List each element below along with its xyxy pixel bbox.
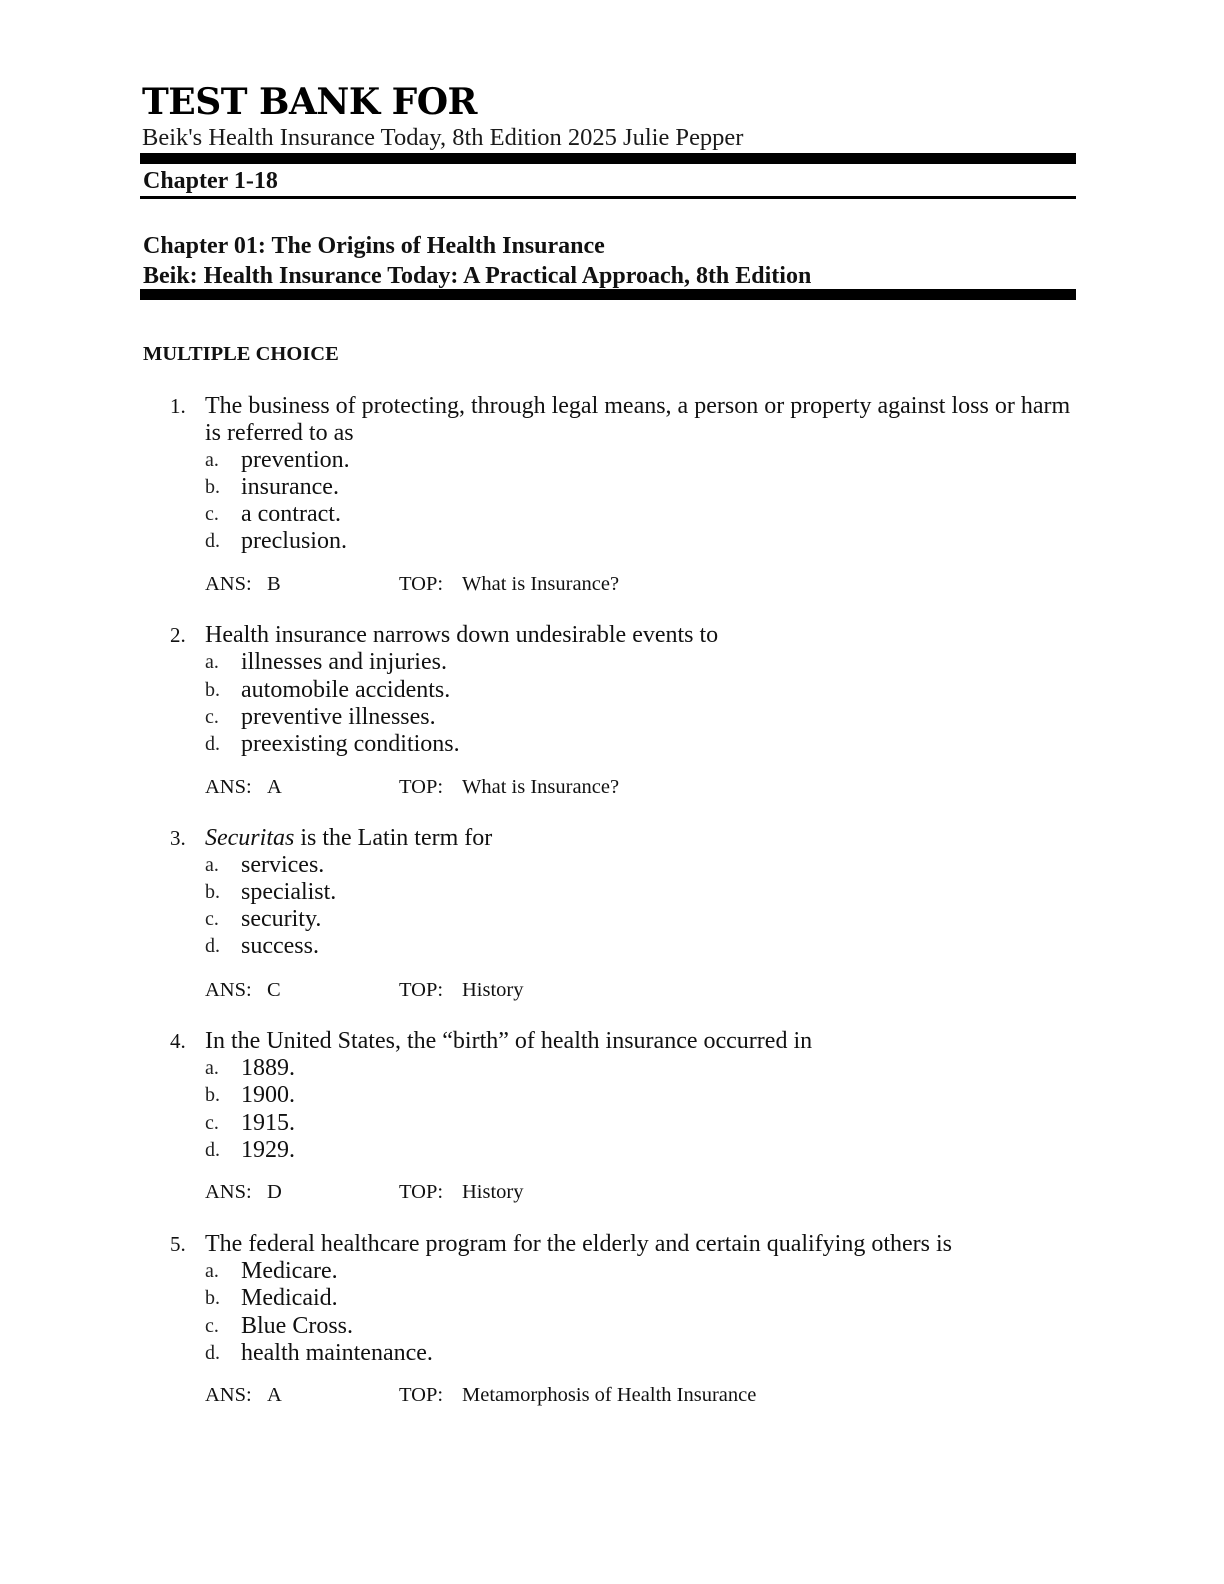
choice-text: automobile accidents. <box>241 677 451 703</box>
question-stem <box>205 825 1075 852</box>
banner-subtitle: Beik's Health Insurance Today, 8th Edition 2025 Julie Pepper <box>142 124 744 151</box>
choice-letter: b. <box>205 1084 220 1106</box>
choice-a <box>0 1258 1224 1285</box>
choice-letter: b. <box>205 881 220 903</box>
choice-text: illnesses and injuries. <box>241 649 447 675</box>
choice-b <box>0 1082 1224 1109</box>
topic-label: TOP: <box>399 573 444 595</box>
answer-value: B <box>267 573 281 595</box>
question-stem-rest: is the Latin term for <box>294 825 493 851</box>
topic-value: What is Insurance? <box>462 573 620 595</box>
answer-label: ANS: <box>205 573 252 595</box>
choice-d <box>0 1137 1224 1164</box>
answer-label: ANS: <box>205 1384 252 1406</box>
choice-letter: c. <box>205 908 219 930</box>
choice-b <box>0 879 1224 906</box>
banner-title: TEST BANK FOR <box>142 81 477 123</box>
choice-text: health maintenance. <box>241 1340 433 1366</box>
question-stem <box>205 393 1075 447</box>
choice-letter: c. <box>205 1112 219 1134</box>
topic-value: History <box>462 979 524 1001</box>
choice-text: preventive illnesses. <box>241 704 436 730</box>
answer-label: ANS: <box>205 979 252 1001</box>
choice-a <box>0 852 1224 879</box>
question-number: 2. <box>170 623 186 647</box>
choice-letter: a. <box>205 854 219 876</box>
topic-value: Metamorphosis of Health Insurance <box>462 1384 757 1406</box>
choice-d <box>0 731 1224 758</box>
choice-text: Medicare. <box>241 1258 338 1284</box>
choice-letter: d. <box>205 1139 220 1161</box>
choice-letter: b. <box>205 1287 220 1309</box>
topic-label: TOP: <box>399 1384 444 1406</box>
choice-text: success. <box>241 933 319 959</box>
choice-b <box>0 677 1224 704</box>
choice-letter: b. <box>205 476 220 498</box>
choice-text: 1915. <box>241 1110 295 1136</box>
choice-text: Medicaid. <box>241 1285 338 1311</box>
choice-c <box>0 704 1224 731</box>
question-stem-line: The business of protecting, through legal means, a person or property against loss or harm <box>205 393 1071 419</box>
choice-letter: a. <box>205 651 219 673</box>
answer-value: D <box>267 1181 282 1203</box>
topic-label: TOP: <box>399 1181 444 1203</box>
choice-text: 1889. <box>241 1055 295 1081</box>
choice-text: Blue Cross. <box>241 1313 354 1339</box>
choice-text: preexisting conditions. <box>241 731 460 757</box>
topic-label: TOP: <box>399 776 444 798</box>
divider-thick-bottom <box>140 289 1076 300</box>
latin-term: Securitas <box>205 825 295 851</box>
choice-text: services. <box>241 852 325 878</box>
question-stem: Health insurance narrows down undesirable events to <box>205 622 719 648</box>
answer-topic-row <box>0 774 1224 800</box>
choice-letter: d. <box>205 530 220 552</box>
answer-value: A <box>267 776 282 798</box>
question-stem: In the United States, the “birth” of health insurance occurred in <box>205 1028 813 1054</box>
book-title: Beik: Health Insurance Today: A Practical Approach, 8th Edition <box>143 263 812 289</box>
choice-text: insurance. <box>241 474 339 500</box>
choice-letter: a. <box>205 449 219 471</box>
choice-c <box>0 906 1224 933</box>
chapter-title: Chapter 01: The Origins of Health Insurance <box>143 233 605 259</box>
choice-a <box>0 447 1224 474</box>
answer-topic-row <box>0 1179 1224 1205</box>
choice-letter: d. <box>205 1342 220 1364</box>
choice-c <box>0 1110 1224 1137</box>
section-heading: MULTIPLE CHOICE <box>143 343 339 365</box>
choice-letter: b. <box>205 679 220 701</box>
choice-text: preclusion. <box>241 528 347 554</box>
choice-text: a contract. <box>241 501 341 527</box>
choice-d <box>0 528 1224 555</box>
question-number: 5. <box>170 1232 186 1256</box>
choice-d <box>0 1340 1224 1367</box>
choice-text: security. <box>241 906 322 932</box>
answer-topic-row <box>0 571 1224 597</box>
divider-thick-top <box>140 153 1076 164</box>
answer-value: A <box>267 1384 282 1406</box>
choice-c <box>0 501 1224 528</box>
question-number: 1. <box>170 394 186 418</box>
choice-text: 1900. <box>241 1082 295 1108</box>
choice-a <box>0 1055 1224 1082</box>
question-number: 4. <box>170 1029 186 1053</box>
choice-b <box>0 474 1224 501</box>
divider-thin <box>140 196 1076 199</box>
choice-letter: c. <box>205 1315 219 1337</box>
choice-a <box>0 649 1224 676</box>
choice-d <box>0 933 1224 960</box>
question-stem: The federal healthcare program for the elderly and certain qualifying others is <box>205 1231 952 1257</box>
choice-letter: d. <box>205 935 220 957</box>
choice-letter: c. <box>205 706 219 728</box>
chapter-range: Chapter 1-18 <box>143 168 278 194</box>
choice-letter: c. <box>205 503 219 525</box>
choice-letter: d. <box>205 733 220 755</box>
choice-letter: a. <box>205 1057 219 1079</box>
topic-value: What is Insurance? <box>462 776 620 798</box>
choice-text: specialist. <box>241 879 337 905</box>
answer-label: ANS: <box>205 1181 252 1203</box>
question-number: 3. <box>170 826 186 850</box>
answer-topic-row <box>0 977 1224 1003</box>
choice-text: prevention. <box>241 447 350 473</box>
question-stem-line: is referred to as <box>205 420 354 446</box>
choice-letter: a. <box>205 1260 219 1282</box>
topic-value: History <box>462 1181 524 1203</box>
topic-label: TOP: <box>399 979 444 1001</box>
answer-label: ANS: <box>205 776 252 798</box>
choice-b <box>0 1285 1224 1312</box>
answer-topic-row <box>0 1382 1224 1408</box>
choice-c <box>0 1313 1224 1340</box>
answer-value: C <box>267 979 281 1001</box>
choice-text: 1929. <box>241 1137 295 1163</box>
